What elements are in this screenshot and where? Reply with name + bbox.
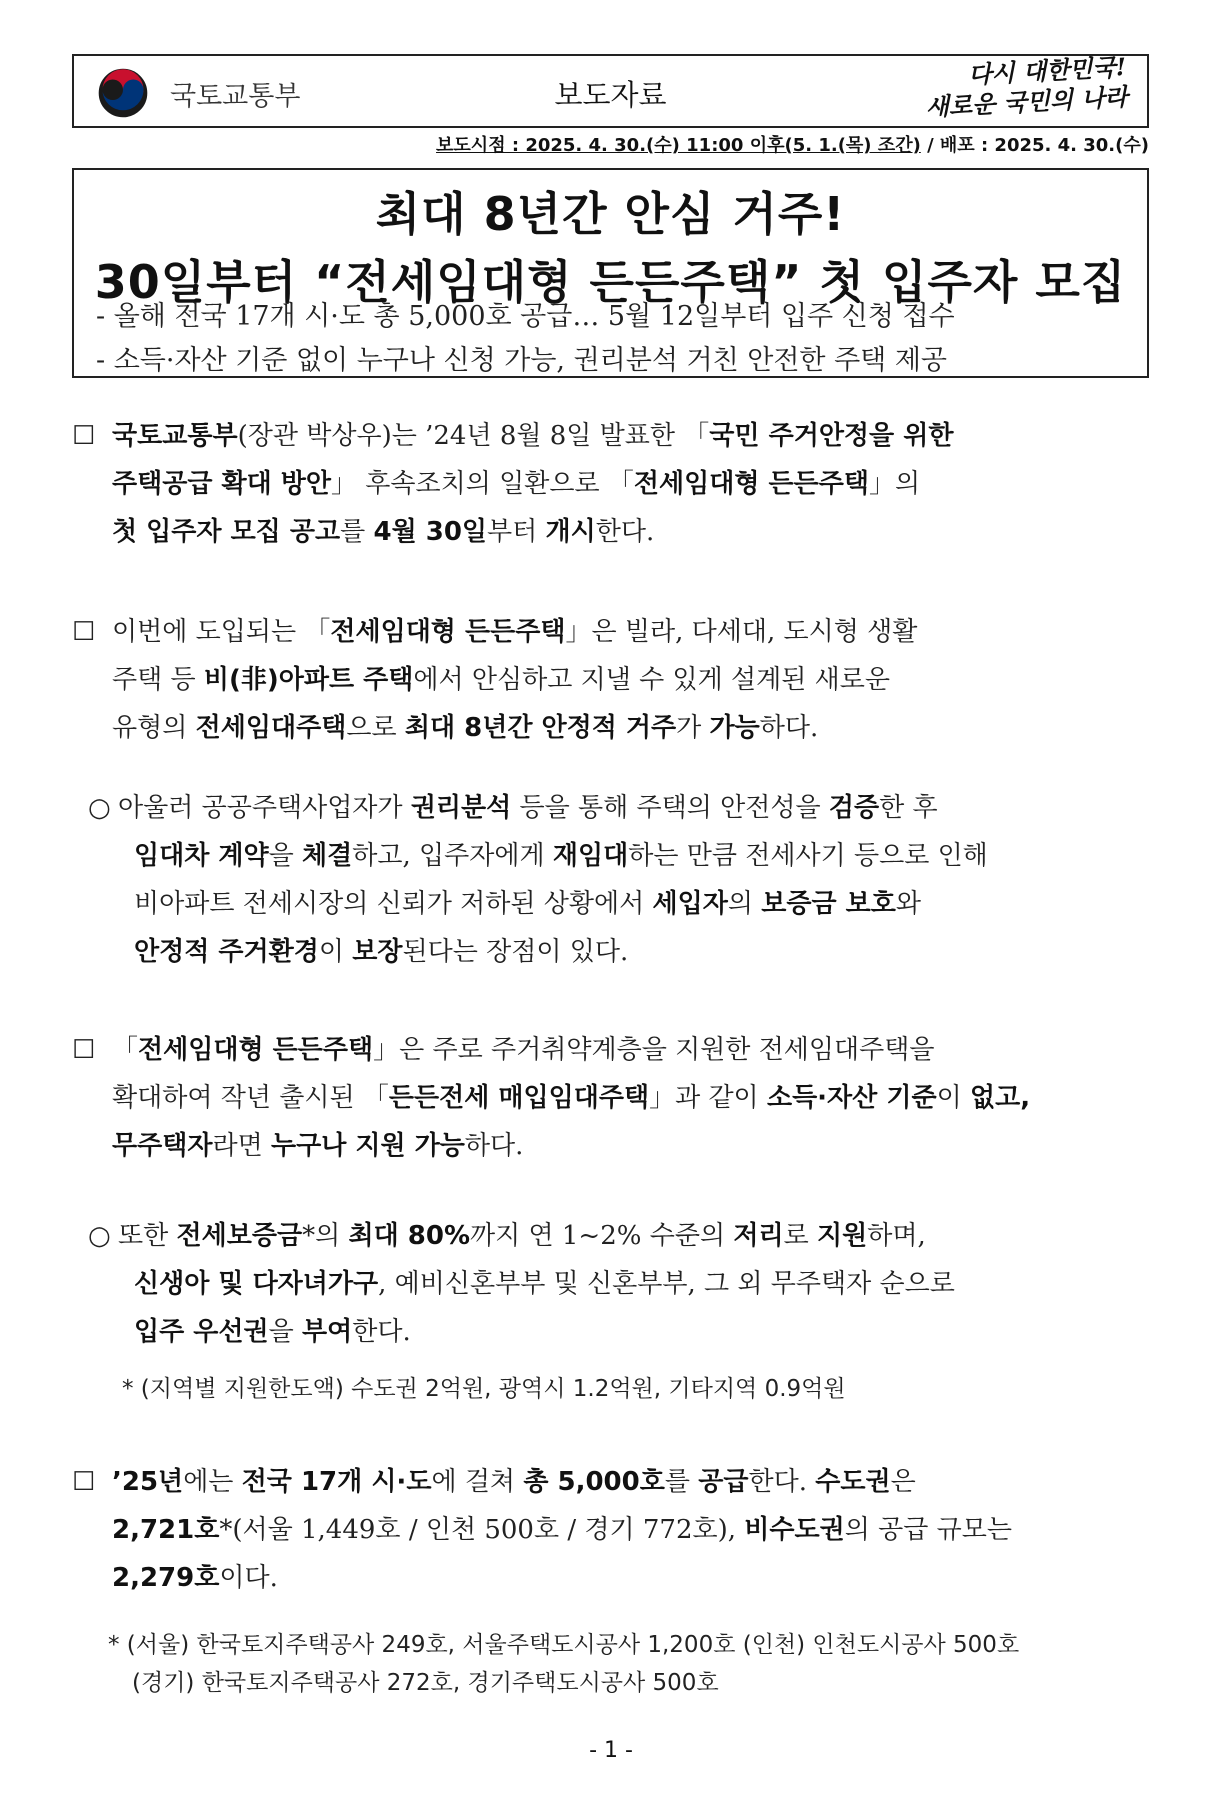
paragraph-3 bbox=[72, 1026, 1152, 1170]
paragraph-line: ○ 또한 전세보증금*의 최대 80%까지 연 1~2% 수준의 저리로 지원하며, bbox=[72, 1212, 1152, 1260]
paragraph-line: 안정적 주거환경이 보장된다는 장점이 있다. bbox=[134, 937, 629, 967]
paragraph-line: ☐ 이번에 도입되는 「전세임대형 든든주택」은 빌라, 다세대, 도시형 생활 bbox=[72, 608, 1152, 656]
paragraph-line: 신생아 및 다자녀가구, 예비신혼부부 및 신혼부부, 그 외 무주택자 순으로 bbox=[134, 1269, 955, 1299]
slogan-line-2: 새로운 국민의 나라 bbox=[924, 81, 1129, 122]
circle-bullet: ○ bbox=[88, 1221, 111, 1251]
headline-line-1: 최대 8년간 안심 거주! bbox=[375, 187, 846, 241]
distribution-date: / 배포 : 2025. 4. 30.(수) bbox=[920, 135, 1149, 156]
paragraph-2-subitem bbox=[72, 784, 1152, 976]
release-time: 보도시점 : 2025. 4. 30.(수) 11:00 이후(5. 1.(목) 조간) bbox=[436, 135, 921, 156]
paragraph-line: 주택 등 비(非)아파트 주택에서 안심하고 지낼 수 있게 설계된 새로운 bbox=[112, 665, 890, 695]
paragraph-line: 비아파트 전세시장의 신뢰가 저하된 상황에서 세입자의 보증금 보호와 bbox=[134, 889, 922, 919]
checkbox-bullet: ☐ bbox=[72, 1467, 96, 1497]
slogan-calligraphy bbox=[896, 52, 1129, 124]
footnote-supply-breakdown-1: * (서울) 한국토지주택공사 249호, 서울주택도시공사 1,200호 (인천) 인천도시공사 500호 bbox=[108, 1632, 1020, 1658]
footnote-supply-breakdown-2: (경기) 한국토지주택공사 272호, 경기주택도시공사 500호 bbox=[132, 1670, 719, 1696]
headline-line-2: 30일부터 “전세임대형 든든주택” 첫 입주자 모집 bbox=[94, 255, 1127, 309]
document-type: 보도자료 bbox=[554, 78, 667, 112]
subheadline-1: - 올해 전국 17개 시·도 총 5,000호 공급… 5월 12일부터 입주 신청 접수 bbox=[96, 301, 955, 332]
page-number: - 1 - bbox=[589, 1738, 633, 1763]
paragraph-2 bbox=[72, 608, 1152, 752]
paragraph-line: 2,279호이다. bbox=[112, 1563, 278, 1593]
paragraph-line: 주택공급 확대 방안」 후속조치의 일환으로 「전세임대형 든든주택」의 bbox=[112, 469, 921, 499]
paragraph-line: 확대하여 작년 출시된 「든든전세 매입임대주택」과 같이 소득·자산 기준이 없고, bbox=[112, 1083, 1031, 1113]
paragraph-line: ○ 아울러 공공주택사업자가 권리분석 등을 통해 주택의 안전성을 검증한 후 bbox=[72, 784, 1152, 832]
paragraph-line: 임대차 계약을 체결하고, 입주자에게 재임대하는 만큼 전세사기 등으로 인해 bbox=[134, 841, 988, 871]
paragraph-line: ☐ ’25년에는 전국 17개 시·도에 걸쳐 총 5,000호를 공급한다. 수도권은 bbox=[72, 1458, 1152, 1506]
checkbox-bullet: ☐ bbox=[72, 1035, 96, 1065]
footnote-support-limit: * (지역별 지원한도액) 수도권 2억원, 광역시 1.2억원, 기타지역 0.9억원 bbox=[122, 1376, 846, 1402]
paragraph-line: 유형의 전세임대주택으로 최대 8년간 안정적 거주가 가능하다. bbox=[112, 713, 819, 743]
checkbox-bullet: ☐ bbox=[72, 617, 96, 647]
paragraph-line: 무주택자라면 누구나 지원 가능하다. bbox=[112, 1131, 524, 1161]
paragraph-line: 첫 입주자 모집 공고를 4월 30일부터 개시한다. bbox=[112, 517, 655, 547]
press-release-header bbox=[72, 54, 1149, 128]
paragraph-line: ☐ 「전세임대형 든든주택」은 주로 주거취약계층을 지원한 전세임대주택을 bbox=[72, 1026, 1152, 1074]
slogan-line-1: 다시 대한민국! bbox=[967, 52, 1127, 90]
headline-box bbox=[72, 168, 1149, 378]
subheadline-2: - 소득·자산 기준 없이 누구나 신청 가능, 권리분석 거친 안전한 주택 제공 bbox=[96, 345, 947, 376]
paragraph-3-subitem bbox=[72, 1212, 1152, 1356]
ministry-name: 국토교통부 bbox=[170, 81, 301, 112]
paragraph-1 bbox=[72, 412, 1152, 556]
circle-bullet: ○ bbox=[88, 793, 111, 823]
paragraph-line: 입주 우선권을 부여한다. bbox=[134, 1317, 411, 1347]
paragraph-line: ☐ 국토교통부(장관 박상우)는 ’24년 8월 8일 발표한 「국민 주거안정을 위한 bbox=[72, 412, 1152, 460]
paragraph-line: 2,721호*(서울 1,449호 / 인천 500호 / 경기 772호), 비수도권의 공급 규모는 bbox=[112, 1515, 1012, 1545]
paragraph-4 bbox=[72, 1458, 1152, 1602]
checkbox-bullet: ☐ bbox=[72, 421, 96, 451]
release-info bbox=[436, 131, 1149, 157]
